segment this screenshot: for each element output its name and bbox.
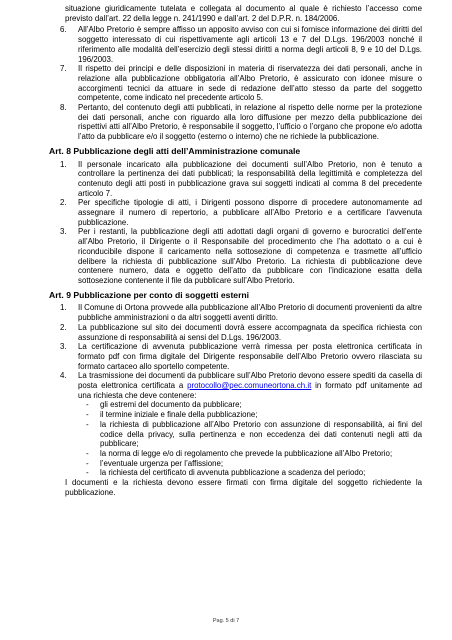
item-number: 3. [60,227,67,237]
list-item [49,103,422,142]
item-text: Per specifiche tipologie di atti, i Dirigenti possono disporre di procedere autonomamente ad assegnare il numero di repertorio, a pubblicare all’Albo Pretorio e a certificare l’avvenuta pubblicazione. [78,198,422,227]
item-text: La pubblicazione sul sito dei documenti dovrà essere accompagnata da specifica richiesta con assunzione di responsabilità ai sensi del D.Lgs. 196/2003. [78,322,422,342]
dash-bullet: - [86,448,89,458]
item-text [78,371,422,400]
art8-list [49,160,422,286]
list-item [49,303,422,322]
requirement-item [49,459,422,469]
requirement-item [49,420,422,449]
item-number: 6. [60,25,67,35]
list-item [49,25,422,64]
requirements-list [49,400,422,478]
requirement-item [49,468,422,478]
page-number: Pag. 5 di 7 [212,618,240,624]
document-body [49,4,422,497]
requirement-item [49,449,422,459]
item-text-before: La trasmissione dei documenti da pubblicare sull’Albo Pretorio devono essere spediti da casella di posta elettronica certificata a [78,371,422,391]
intro-continuation: situazione giuridicamente tutelata e collegata al documento al quale è richiesto l’accesso come previsto dall’art. 22 della legge n. 241/1990 e dall’art. 2 del D.P.R. n. 184/2006. [65,4,422,23]
list-item [49,198,422,227]
list-item [49,160,422,199]
list-item [49,323,422,342]
item-text-after: in formato pdf unitamente ad una richiesta che deve contenere: [78,381,423,400]
art9-list [49,303,422,400]
art8-heading: Art. 8 Pubblicazione degli atti dell’Amministrazione comunale [49,145,301,156]
art9-heading: Art. 9 Pubblicazione per conto di soggetti esterni [49,289,250,300]
item-text: Per i restanti, la pubblicazione degli atti adottati dagli organi di governo e burocratici dell’ente all’Albo Pretorio, il Dirigente o il Responsabile del procedimento che l’ha adottato o a cui è riconducibile dispone il caricamento nella sottosezione di competenza e trasmette all’ufficio delibere la richiesta di pubblicazione sull’Albo Pretorio. La richiesta di pubblicazione deve contenere numero, data e oggetto dell’atto da pubblicare con l’indicazione esatta della sottosezione contenente il file da pubblicare sull’Albo Pretorio. [78,227,422,285]
list-item [49,371,422,400]
item-text: All’Albo Pretorio è sempre affisso un apposito avviso con cui si fornisce informazione dei diritti del soggetto interessato di cui rispettivamente agli articoli 13 e 7 del D.Lgs. 196/2003 nonché il riferimento alle modalità dell’esercizio degli stessi diritti a norma degli articoli 8, 9 e 10 del D.Lgs. 196/2003. [78,25,422,64]
requirement-text: la richiesta di pubblicazione all’Albo Pretorio con assunzione di responsabilità, ai fini del codice della privacy, sulla pertinenza e non eccedenza dei dati contenuti negli atti da pubblicare; [100,419,422,449]
requirement-text: il termine iniziale e finale della pubblicazione; [100,410,258,420]
item-text: Il Comune di Ortona provvede alla pubblicazione all’Albo Pretorio di documenti provenienti da altre pubbliche amministrazioni o da altri soggetti aventi diritto. [78,303,422,323]
item-number: 1. [60,303,67,313]
requirement-text: la richiesta del certificato di avvenuta pubblicazione a scadenza del periodo; [100,468,366,478]
item-number: 7. [60,64,67,74]
closing-paragraph: I documenti e la richiesta devono essere firmati con firma digitale del soggetto richiedente la pubblicazione. [65,478,422,497]
dash-bullet: - [86,468,89,478]
dash-bullet: - [86,400,89,410]
item-text: Il rispetto dei principi e delle disposizioni in materia di riservatezza dei dati personali, anche in relazione alla pubblicazione obbligatoria all’Albo Pretorio, è assicurato con idonee misure o accorgimenti tecnici da attuare in sede di redazione dell’atto stesso da parte del soggetto competente, come indicato nel precedente articolo 5. [78,64,422,103]
item-text: Pertanto, del contenuto degli atti pubblicati, in relazione al rispetto delle norme per la protezione dei dati personali, anche con riguardo alla loro diffusione per mezzo della pubblicazione dei rispettivi atti all’Albo Pretorio, è responsabile il soggetto, l’ufficio o l’organo che propone e/o adotta l’atto da pubblicare e/o il soggetto (esterno o interno) che ne richiede la pubblicazione. [78,103,422,142]
item-number: 2. [60,198,67,208]
requirement-item [49,410,422,420]
list-item [49,342,422,371]
requirement-text: l’eventuale urgenza per l’affissione; [100,458,224,468]
list-item [49,64,422,103]
requirement-text: la norma di legge e/o di regolamento che prevede la pubblicazione all’Albo Pretorio; [100,448,393,458]
item-number: 4. [60,371,67,381]
item-number: 3. [60,342,67,352]
art7-list [49,25,422,141]
item-number: 1. [60,159,67,169]
requirement-text: gli estremi del documento da pubblicare; [100,400,242,410]
item-text: Il personale incaricato alla pubblicazione dei documenti sull’Albo Pretorio, non è tenuto a controllare la pertinenza dei dati pubblicati; la responsabilità della legittimità e completezza del contenuto degli atti posti in pubblicazione grava sui soggetti indicati al comma 8 del precedente articolo 7. [78,159,422,198]
dash-bullet: - [86,458,89,468]
dash-bullet: - [86,410,89,420]
dash-bullet: - [86,419,89,429]
requirement-item [49,400,422,410]
list-item [49,227,422,285]
item-number: 2. [60,322,67,332]
item-number: 8. [60,103,67,113]
item-text: La certificazione di avvenuta pubblicazione verrà rimessa per posta elettronica certificata in formato pdf con firma digitale del Dirigente responsabile dell’Albo Pretorio ovvero rilasciata su formato cartaceo allo sportello competente. [78,342,422,371]
pec-email-link[interactable]: protocollo@pec.comuneortona.ch.it [187,381,312,391]
